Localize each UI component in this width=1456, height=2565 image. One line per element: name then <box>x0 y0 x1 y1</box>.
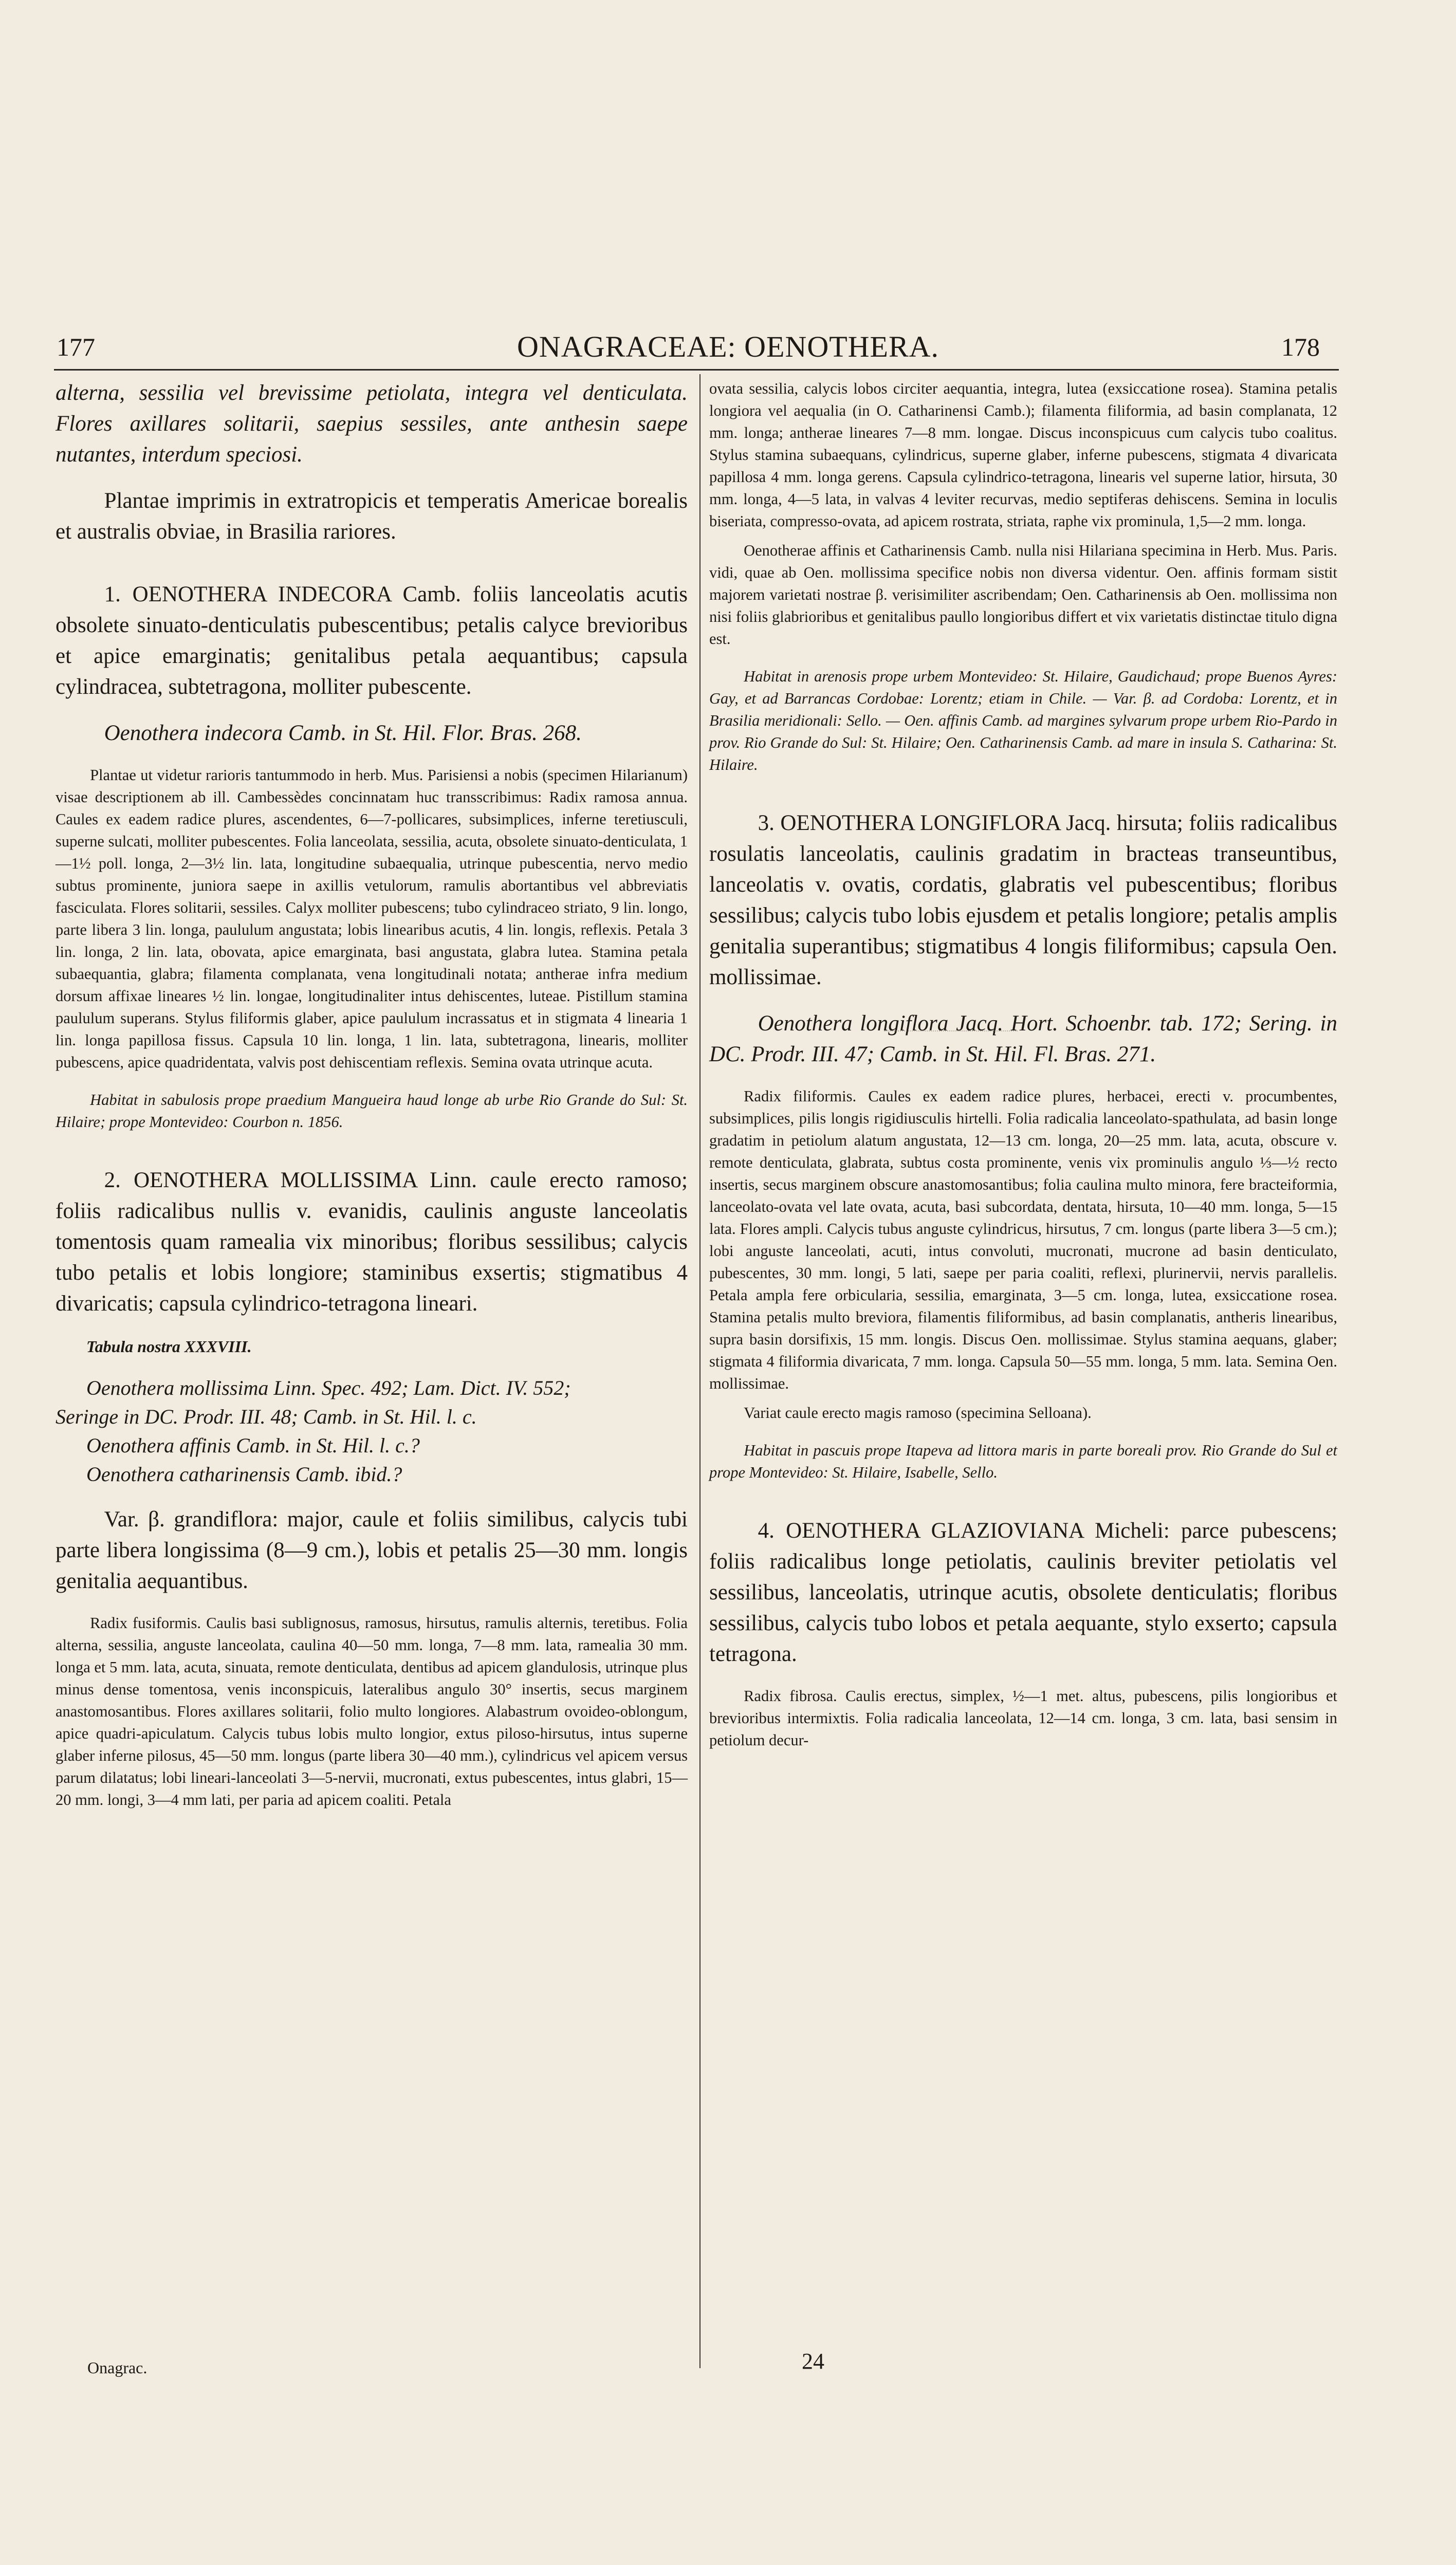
synonym-line: Oenothera catharinensis Camb. ibid.? <box>86 1463 402 1486</box>
species-2-note: Oenotherae affinis et Catharinensis Camb. nulla nisi Hilariana specimina in Herb. Mus. Paris. vidi, quae ab Oen. mollissima specifice nobis non diversa videntur. Oen. affinis formam sistit majorem varietati nostrae β. verisimiliter ascribendam; Oen. Catharinensis ab Oen. mollissima non nisi foliis glabrioribus et genitalibus paullo longioribus differt et vix varietatis distinctae titulo digna est. <box>709 542 1337 648</box>
footer-signature-label: Onagrac. <box>87 2358 148 2377</box>
synonym-line: Oenothera affinis Camb. in St. Hil. l. c.? <box>86 1434 420 1457</box>
page-number-right: 178 <box>1281 333 1320 361</box>
species-3-habitat: Habitat in pascuis prope Itapeva ad littora maris in parte boreali prov. Rio Grande do Sul et prope Montevideo: St. Hilaire, Isabelle, Sello. <box>709 1442 1337 1481</box>
species-2-description-continued: ovata sessilia, calycis lobos circiter aequantia, integra, lutea (exsiccatione rosea). Stamina petalis longiora vel aequalia (in O. Catharinensi Camb.); filamenta filiformia, ad basin complanata, 12 mm. longa; antherae lineares 7—8 mm. longae. Discus inconspicuus cum calycis tubo coalitus. Stylus stamina subaequans, cylindricus, superne glaber, inferne pubescens, stigmata 4 divaricata papillosa 4 mm. longa gerens. Capsula cylindrico-tetragona, linearis vel superne latior, hirsuta, 30 mm. longa, 4—5 lata, in valvas 4 leviter recurvas, medio septiferas dehiscens. Semina in loculis biseriata, compresso-ovata, ad apicem rostrata, striata, raphe vix prominula, 1,5—2 mm. longa. <box>709 380 1337 530</box>
species-2-description: Radix fusiformis. Caulis basi sublignosus, ramosus, hirsutus, ramulis alternis, teretibus. Folia alterna, sessilia, anguste lanceolata, caulina 40—50 mm. longa, 7—8 mm. lata, ramealia 30 mm. longa et 5 mm. lata, acuta, sinuata, remote denticulata, dentibus ad apicem glandulosis, utrinque plus minus dense tomentosa, venis inconspicuis, lateralibus angulo 30° insertis, secus marginem anastomosantibus. Flores axillares solitarii, folio multo longiores. Alabastrum ovoideo-oblongum, apice quadri-apiculatum. Calycis tubus lobis multo longior, extus piloso-hirsutus, intus superne glaber inferne pilosus, 45—50 mm. longus (parte libera 30—40 mm.), cylindricus vel apicem versus parum dilatatus; lobi lineari-lanceolati 3—5-nervii, mucronati, extus pubescentes, intus glabri, 15—20 mm. longi, 3—4 mm lati, per paria ad apicem coaliti. Petala <box>56 1614 688 1809</box>
species-2-habitat: Habitat in arenosis prope urbem Montevideo: St. Hilaire, Gaudichaud; prope Buenos Ayres: Gay, et ad Barrancas Cordobae: Lorentz; etiam in Chile. — Var. β. ad Cordoba: Lorentz, et in Brasilia meridionali: Sello. — Oen. affinis Camb. ad margines sylvarum prope urbem Rio-Pardo in prov. Rio Grande do Sul: St. Hilaire; Oen. Catharinensis Camb. ad mare in insula S. Catharina: St. Hilaire. <box>709 668 1337 773</box>
page-number-left: 177 <box>57 333 95 361</box>
synonym-line: Seringe in DC. Prodr. III. 48; Camb. in St. Hil. l. c. <box>56 1405 477 1428</box>
species-4-diagnosis: 4. OENOTHERA GLAZIOVIANA Micheli: parce pubescens; foliis radicalibus longe petiolatis, caulinis breviter petiolatis vel sessilibus, lanceolatis, utrinque acutis, obsolete denticulatis; floribus sessilibus, calycis tubo lobos et petala aequante, stylo exserto; capsula tetragona. <box>709 1519 1337 1666</box>
print-smudge <box>884 1020 1018 1031</box>
species-2-variety: Var. β. grandiflora: major, caule et foliis similibus, calycis tubi parte libera longissima (8—9 cm.), lobis et petalis 25—30 mm. longis genitalia aequantibus. <box>56 1507 688 1593</box>
species-2-plate-reference: Tabula nostra XXXVIII. <box>86 1337 252 1356</box>
species-2-synonyms <box>56 1374 688 1489</box>
page-header <box>0 329 1456 370</box>
left-column <box>56 378 688 1811</box>
species-1-description: Plantae ut videtur rarioris tantummodo in herb. Mus. Parisiensi a nobis (specimen Hilarianum) visae descriptionem ab ill. Cambessèdes concinnatam huc transscribimus: Radix ramosa annua. Caules ex eadem radice plures, ascendentes, 6—7-pollicares, subsimplices, inferne teretiusculi, superne sulcati, molliter pubescentes. Folia lanceolata, sessilia, acuta, obsolete sinuato-denticulata, 1—1½ poll. longa, 2—3½ lin. lata, longitudine subaequalia, utrinque pubescentia, nervo medio subtus prominente, juniora saepe in axillis vetulorum, ramulis abortantibus vel abbreviatis fasciculata. Flores solitarii, sessiles. Calyx molliter pubescens; tubo cylindraceo striato, 9 lin. longo, parte libera 3 lin. longa, paululum angustata; lobis linearibus acutis, 4 lin. longis, reflexis. Petala 3 lin. longa, 2 lin. lata, obovata, apice emarginata, basi angustata, glabra lutea. Stamina petala subaequantia, glabra; filamenta complanata, vena longitudinali notata; antherae infra medium dorsum affixae lineares ½ lin. longae, longitudinaliter intus dehiscentes, luteae. Pistillum stamina paululum superans. Stylus filiformis glaber, apice paululum incrassatus et in stigmata 4 linearia 1 lin. longa papillosa fissus. Capsula 10 lin. longa, 1 lin. lata, subtetragona, linearis, molliter pubescens, apice quadridentata, valvis post dehiscentiam reflexis. Semina ovata utrinque acuta. <box>56 766 688 1071</box>
genus-distribution: Plantae imprimis in extratropicis et temperatis Americae borealis et australis obviae, in Brasilia rariores. <box>56 489 688 544</box>
footer-signature-number: 24 <box>802 2349 824 2374</box>
running-title: ONAGRACEAE: OENOTHERA. <box>517 330 939 363</box>
synonym-line: Oenothera mollissima Linn. Spec. 492; Lam. Dict. IV. 552; <box>86 1376 571 1399</box>
species-2-diagnosis: 2. OENOTHERA MOLLISSIMA Linn. caule erecto ramoso; foliis radicalibus nullis v. evanidis, caulinis anguste lanceolatis tomentosis quam ramealia vix minoribus; floribus sessilibus; calycis tubo petalis et lobis longiore; staminibus exsertis; stigmatibus 4 divaricatis; capsula cylindrico-tetragona lineari. <box>56 1168 688 1316</box>
right-column <box>709 378 1337 1751</box>
species-1-synonym: Oenothera indecora Camb. in St. Hil. Flor. Bras. 268. <box>104 721 582 745</box>
species-1-habitat: Habitat in sabulosis prope praedium Mangueira haud longe ab urbe Rio Grande do Sul: St. Hilaire; prope Montevideo: Courbon n. 1856. <box>56 1091 688 1131</box>
species-3-variation: Variat caule erecto magis ramoso (specimina Selloana). <box>744 1404 1092 1422</box>
species-1-diagnosis: 1. OENOTHERA INDECORA Camb. foliis lanceolatis acutis obsolete sinuato-denticulatis pubescentibus; petalis calyce brevioribus et apice emarginatis; genitalibus petala aequantibus; capsula cylindracea, subtetragona, molliter pubescente. <box>56 582 688 699</box>
column-divider <box>699 374 701 2368</box>
species-3-diagnosis: 3. OENOTHERA LONGIFLORA Jacq. hirsuta; foliis radicalibus rosulatis lanceolatis, caulinis gradatim in bracteas transeuntibus, lanceolatis v. ovatis, cordatis, glabratis vel pubescentibus; floribus sessilibus; calycis tubo lobis ejusdem et petalis longiore; petalis amplis genitalia superantibus; stigmatibus 4 longis filiformibus; capsula Oen. mollissimae. <box>709 811 1337 989</box>
genus-intro: alterna, sessilia vel brevissime petiolata, integra vel denticulata. Flores axillares solitarii, saepius sessiles, ante anthesin saepe nutantes, interdum speciosi. <box>56 381 688 467</box>
species-4-description: Radix fibrosa. Caulis erectus, simplex, ½—1 met. altus, pubescens, pilis longioribus et brevioribus intermixtis. Folia radicalia lanceolata, 12—14 cm. longa, 3 cm. lata, basi sensim in petiolum decur- <box>709 1687 1337 1749</box>
species-3-description: Radix filiformis. Caules ex eadem radice plures, herbacei, erecti v. procumbentes, subsimplices, pilis longis rigidiusculis hirtelli. Folia radicalia lanceolato-spathulata, ad basin longe gradatim in petiolum alatum angustata, 12—13 cm. longa, 20—25 mm. lata, acuta, obscure v. remote denticulata, glabrata, subtus costa prominente, venis vix prominulis angulo ⅓—½ recto insertis, secus marginem obscure anastomosantibus; folia caulina multo minora, fere bracteiformia, lanceolato-ovata vel late ovata, acuta, basi subcordata, dentata, hirsuta, 10—40 mm. longa, 5—15 lata. Flores ampli. Calycis tubus anguste cylindricus, hirsutus, 7 cm. longus (parte libera 3—5 cm.); lobi anguste lanceolati, acuti, intus convoluti, mucronati, mucrone ad basin denticulato, pubescentes, 30 mm. longi, 5 lati, saepe per paria coaliti, reflexi, plurinervii, nervis parallelis. Petala ampla fere orbicularia, sessilia, emarginata, 3—5 cm. longa, lutea, exsiccatione rosea. Stamina petalis multo breviora, filamentis filiformibus, ad basin complanatis, antheris linearibus, supra basin dorsifixis, 15 mm. longis. Discus Oen. mollissimae. Stylus stamina aequans, glaber; stigmata 4 filiformia divaricata, 7 mm. longa. Capsula 50—55 mm. longa, 5 mm. lata. Semina Oen. mollissimae. <box>709 1087 1337 1392</box>
header-rule <box>54 369 1339 371</box>
species-3-synonym: Oenothera longiflora Jacq. Hort. Schoenbr. tab. 172; Sering. in DC. Prodr. III. 47; Camb. in St. Hil. Fl. Bras. 271. <box>709 1011 1337 1066</box>
